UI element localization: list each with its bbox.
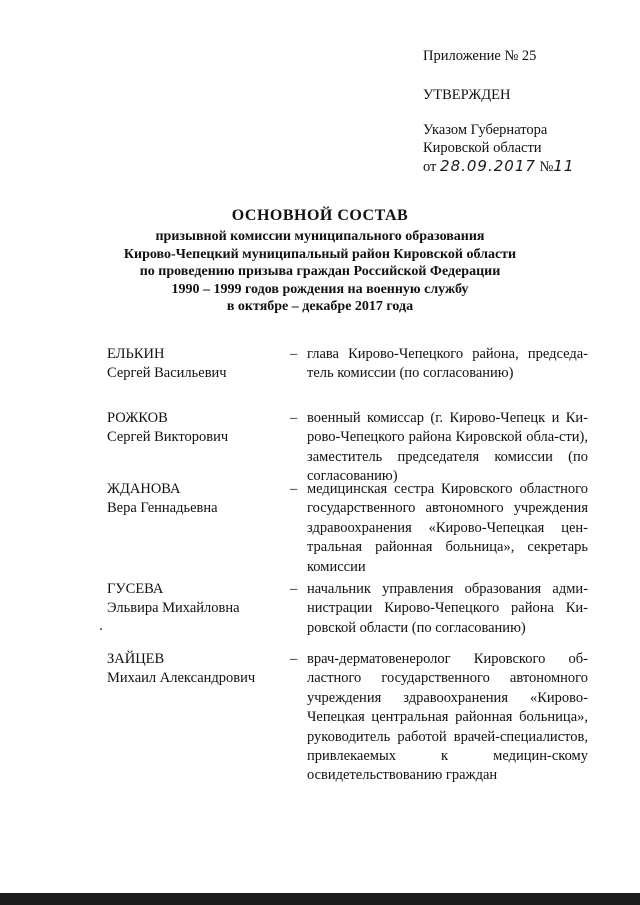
member-dash: –	[290, 651, 298, 667]
member-role: медицинская сестра Кировского областного государственного автономного учреждения здравоохранения «Кирово-Чепецкая цен-тральная районная больница», секретарь комиссии	[307, 481, 588, 575]
document-title: ОСНОВНОЙ СОСТАВ	[231, 207, 409, 224]
member-given-name: Сергей Викторович	[107, 429, 229, 445]
handwritten-date: 28.09.2017	[440, 157, 536, 175]
appendix-label: Приложение № 25	[423, 48, 537, 64]
member-role: начальник управления образования адми-нистрации Кирово-Чепецкого района Ки-ровской области (по согласованию)	[307, 581, 588, 636]
handwritten-number: 11	[553, 157, 575, 175]
member-role: военный комиссар (г. Кирово-Чепецк и Ки-рово-Чепецкого района Кировской обла-сти), заместитель председателя комиссии (по согласованию)	[307, 410, 588, 485]
scan-speck	[100, 628, 102, 630]
member-surname: ЕЛЬКИН	[107, 346, 165, 362]
decree-line-1: Указом Губернатора	[423, 122, 548, 138]
decree-date-line	[423, 157, 574, 177]
member-surname: РОЖКОВ	[107, 410, 168, 426]
document-subtitle	[0, 228, 640, 316]
member-given-name: Вера Геннадьевна	[107, 500, 218, 516]
member-dash: –	[290, 410, 298, 426]
scan-edge-bar	[0, 893, 640, 905]
member-surname: ГУСЕВА	[107, 581, 164, 597]
subtitle-line: Кирово-Чепецкий муниципальный район Кировской области	[123, 246, 517, 262]
member-given-name: Михаил Александрович	[107, 670, 256, 686]
number-prefix: №	[539, 159, 554, 175]
subtitle-line: призывной комиссии муниципального образования	[155, 229, 485, 244]
member-surname: ЖДАНОВА	[107, 481, 181, 497]
decree-line-2: Кировской области	[423, 140, 542, 156]
member-dash: –	[290, 581, 298, 597]
member-given-name: Эльвира Михайловна	[107, 600, 240, 616]
date-prefix: от	[423, 159, 437, 175]
member-role: врач-дерматовенеролог Кировского об-ластного государственного автономного учреждения здравоохранения «Кирово-Чепецкая центральная районная больница», руководитель работой врачей-специалистов, привлекаемых к медицин-скому освидетельствованию граждан	[307, 651, 588, 784]
approved-label: УТВЕРЖДЕН	[423, 87, 511, 103]
subtitle-line: по проведению призыва граждан Российской Федерации	[139, 264, 501, 279]
subtitle-line: 1990 – 1999 годов рождения на военную службу	[171, 281, 469, 297]
member-surname: ЗАЙЦЕВ	[107, 651, 165, 667]
member-dash: –	[290, 346, 298, 362]
subtitle-line: в октябре – декабре 2017 года	[226, 299, 414, 314]
member-given-name: Сергей Васильевич	[107, 365, 227, 381]
member-role: глава Кирово-Чепецкого района, председа-тель комиссии (по согласованию)	[307, 346, 588, 382]
member-dash: –	[290, 481, 298, 497]
